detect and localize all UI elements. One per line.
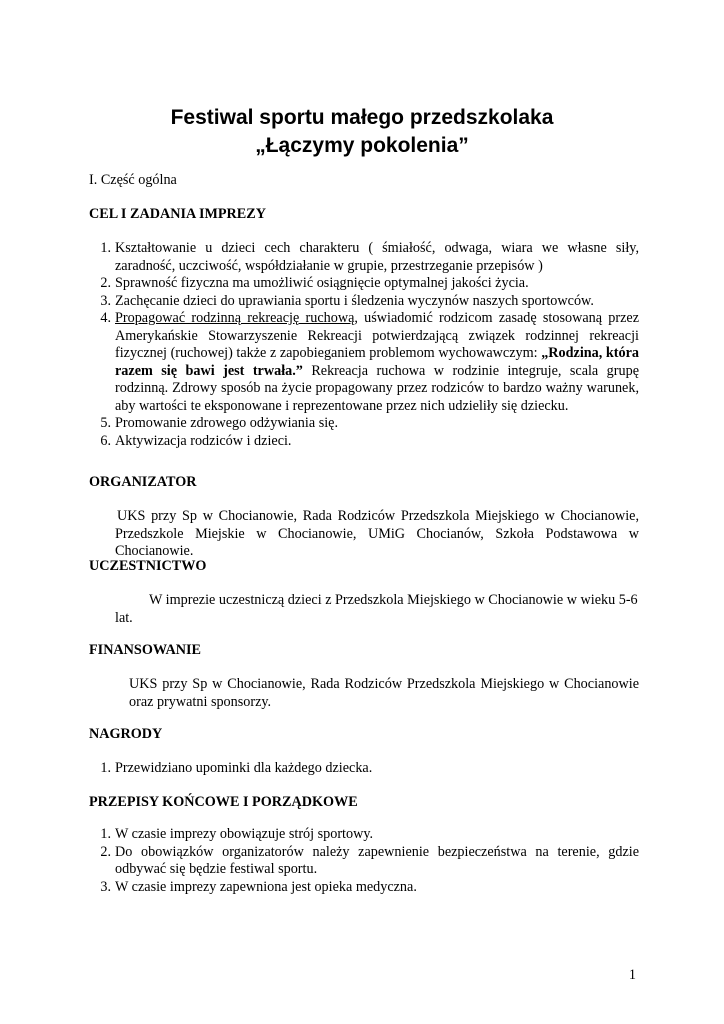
- list-number: 2.: [100, 275, 111, 291]
- list-item-text: Rekreacja ruchowa w rodzinie integruje, scala grupę rodzinną. Zdrowy sposób na życie propagowany przez rodziców to bardzo ważny warunek, aby wartości te eksponowane i reprezentowane przez nich udzieliły się dziecku.: [115, 362, 639, 414]
- list-item-text: Sprawność fizyczna ma umożliwić osiągnięcie optymalnej jakości życia.: [115, 275, 529, 291]
- list-item: [89, 240, 639, 275]
- section-heading-finansowanie: FINANSOWANIE: [89, 642, 201, 658]
- list-number: 3.: [100, 292, 111, 309]
- finansowanie-text: UKS przy Sp w Chocianowie, Rada Rodziców Przedszkola Miejskiego w Chocianowie oraz prywatni sponsorzy.: [129, 676, 639, 710]
- list-number: 3.: [100, 878, 111, 895]
- section-heading-organizator: ORGANIZATOR: [89, 474, 197, 490]
- document-title-line1: Festiwal sportu małego przedszkolaka: [170, 106, 554, 129]
- list-item-text: Aktywizacja rodziców i dzieci.: [115, 432, 292, 449]
- list-item: [89, 826, 639, 844]
- list-item-text: W czasie imprezy zapewniona jest opieka medyczna.: [115, 878, 417, 895]
- list-item-text: W czasie imprezy obowiązuje strój sportowy.: [115, 826, 374, 842]
- list-number: 1.: [100, 760, 111, 776]
- list-item: [89, 844, 639, 879]
- list-item-text: Przewidziano upominki dla każdego dziecka.: [115, 760, 373, 776]
- list-item-text: Do obowiązków organizatorów należy zapewnienie bezpieczeństwa na terenie, gdzie odbywać się będzie festiwal sportu.: [115, 843, 639, 877]
- page-number: 1: [628, 967, 636, 983]
- list-item-text: Zachęcanie dzieci do uprawiania sportu i śledzenia wyczynów naszych sportowców.: [115, 292, 594, 309]
- section-heading-przepisy: PRZEPISY KOŃCOWE I PORZĄDKOWE: [89, 794, 358, 810]
- list-number: 4.: [100, 310, 111, 326]
- cel-list: [89, 240, 639, 450]
- list-number: 1.: [100, 240, 111, 256]
- list-item-text: Promowanie zdrowego odżywiania się.: [115, 415, 338, 431]
- przepisy-list: [89, 826, 639, 896]
- list-number: 1.: [100, 826, 111, 842]
- list-item: [89, 275, 639, 293]
- list-item: [89, 415, 639, 433]
- list-item: [89, 310, 639, 415]
- section-heading-cel: CEL I ZADANIA IMPREZY: [89, 206, 266, 222]
- list-item-text: , uświadomić rodzicom zasadę stosowaną przez Amerykańskie Stowarzyszenie Rekreacji potwierdzającą związek rodzinnej rekreacji fizycznej (ruchowej) także z zapobieganiem problemom wychowawczym:: [115, 310, 639, 361]
- list-number: 5.: [100, 415, 111, 431]
- list-number: 6.: [100, 432, 111, 449]
- list-number: 2.: [100, 843, 111, 860]
- organizator-text: UKS przy Sp w Chocianowie, Rada Rodziców Przedszkola Miejskiego w Chocianowie, Przedszkole Miejskie w Chocianowie, UMiG Chocianów, Szkoła Podstawowa w Chocianowie.: [115, 508, 639, 559]
- list-item: [89, 879, 639, 897]
- list-item: [89, 433, 639, 451]
- nagrody-list: [89, 760, 639, 778]
- list-item: [89, 293, 639, 311]
- list-item-text: Kształtowanie u dzieci cech charakteru ( śmiałość, odwaga, wiara we własne siły, zaradność, uczciwość, współdziałanie w grupie, przestrzeganie przepisów ): [115, 240, 639, 274]
- list-item-underlined-text: Propagować rodzinną rekreację ruchową: [115, 310, 355, 326]
- uczestnictwo-text: W imprezie uczestniczą dzieci z Przedszkola Miejskiego w Chocianowie w wieku 5-6 lat.: [115, 592, 638, 626]
- document-title-line2: „Łączymy pokolenia”: [255, 134, 469, 157]
- list-item: [89, 760, 639, 778]
- section-heading-uczestnictwo: UCZESTNICTWO: [89, 558, 207, 574]
- section-heading-nagrody: NAGRODY: [89, 726, 163, 742]
- part-label: I. Część ogólna: [89, 172, 177, 188]
- list-item-bold-quote: „Rodzina, która razem się bawi jest trwała.”: [115, 345, 639, 379]
